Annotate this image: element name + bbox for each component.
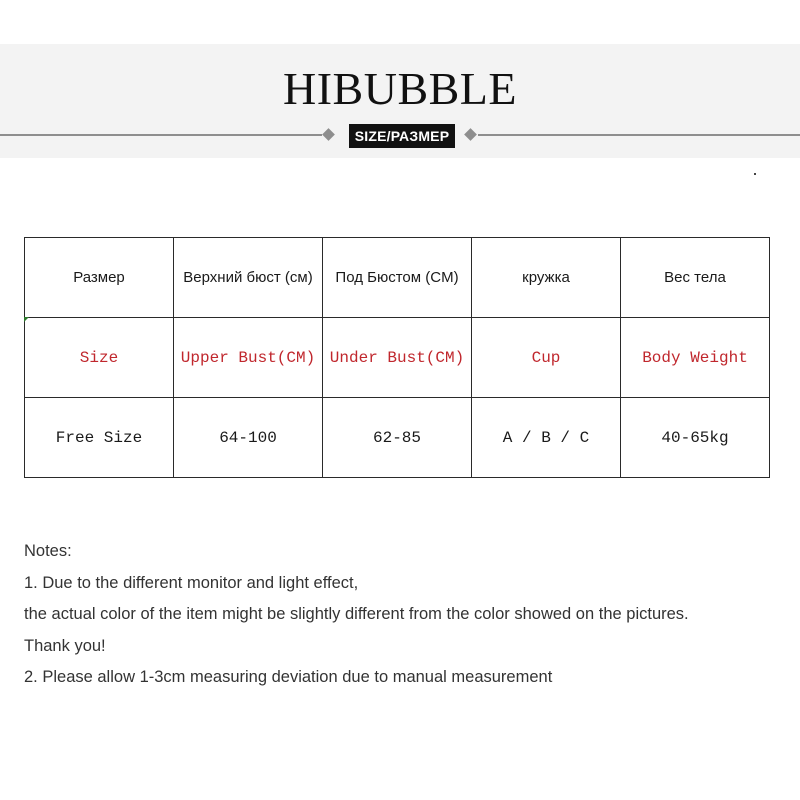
en-header-body-weight: Body Weight bbox=[621, 318, 770, 398]
size-table bbox=[24, 237, 770, 478]
notes-section bbox=[24, 536, 784, 694]
notes-title: Notes: bbox=[24, 542, 72, 560]
table-row bbox=[25, 398, 770, 478]
notes-line: 2. Please allow 1-3cm measuring deviation due to manual measurement bbox=[24, 668, 553, 686]
ru-header-cup: кружка bbox=[472, 238, 621, 318]
en-header-upper-bust: Upper Bust(CM) bbox=[174, 318, 323, 398]
cell-size: Free Size bbox=[25, 398, 174, 478]
brand-title: HIBUBBLE bbox=[283, 63, 517, 114]
ru-header-upper-bust: Верхний бюст (см) bbox=[174, 238, 323, 318]
cell-cup: A / B / C bbox=[472, 398, 621, 478]
notes-line: 1. Due to the different monitor and light effect, bbox=[24, 573, 359, 592]
cell-body-weight: 40-65kg bbox=[621, 398, 770, 478]
ru-header-under-bust: Под Бюстом (CM) bbox=[323, 238, 472, 318]
ru-header-size: Размер bbox=[25, 238, 174, 318]
en-header-cup: Cup bbox=[472, 318, 621, 398]
notes-line: Thank you! bbox=[24, 636, 106, 655]
notes-line: the actual color of the item might be slightly different from the color showed on the pictures. bbox=[24, 605, 689, 623]
divider-right bbox=[478, 134, 800, 136]
divider-left bbox=[0, 134, 322, 136]
speck bbox=[754, 173, 756, 175]
russian-header-row bbox=[25, 238, 770, 318]
cell-under-bust: 62-85 bbox=[323, 398, 472, 478]
english-header-row bbox=[25, 318, 770, 398]
size-badge: SIZE/РАЗМЕР bbox=[349, 124, 455, 148]
en-header-under-bust: Under Bust(CM) bbox=[323, 318, 472, 398]
en-header-size: Size bbox=[25, 318, 174, 398]
cell-upper-bust: 64-100 bbox=[174, 398, 323, 478]
corner-mark bbox=[24, 317, 29, 322]
ru-header-body-weight: Вес тела bbox=[621, 238, 770, 318]
